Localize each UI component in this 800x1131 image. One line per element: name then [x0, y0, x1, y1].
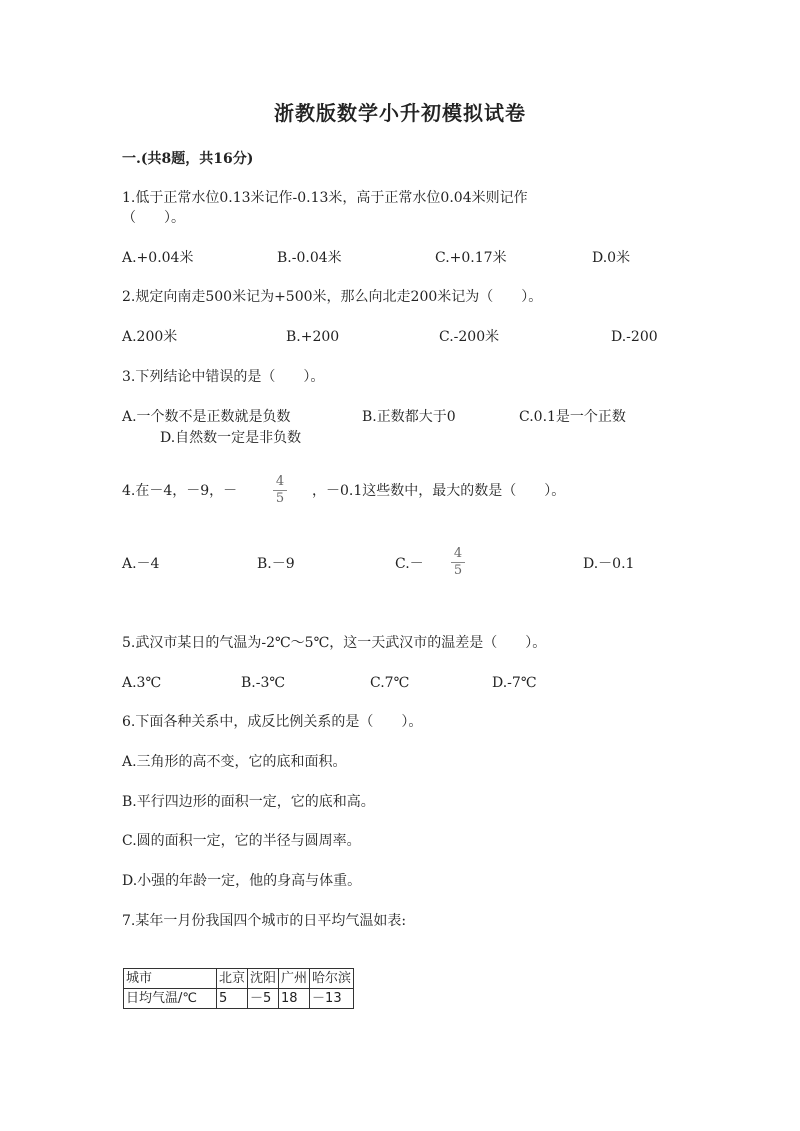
fraction-denominator: 5 — [275, 491, 285, 506]
question-4-stem-part2: ，－0.1这些数中，最大的数是（ ）。 — [312, 483, 566, 499]
table-cell: 城市 — [124, 969, 217, 989]
question-1-option-d[interactable]: D.0米 — [592, 250, 631, 266]
question-2-option-c[interactable]: C.-200米 — [439, 329, 500, 345]
exam-title: 浙教版数学小升初模拟试卷 — [274, 101, 526, 125]
question-1-option-b[interactable]: B.-0.04米 — [277, 250, 342, 266]
question-3-stem: 3.下列结论中错误的是（ ）。 — [122, 369, 325, 385]
question-4-option-b[interactable]: B.－9 — [257, 556, 295, 572]
table-cell: －13 — [310, 989, 354, 1009]
table-cell: 北京 — [217, 969, 248, 989]
question-2-stem: 2.规定向南走500米记为+500米，那么向北走200米记为（ ）。 — [122, 289, 543, 305]
question-4-option-c[interactable]: C.－ — [395, 556, 424, 572]
question-4-option-a[interactable]: A.－4 — [122, 556, 160, 572]
question-4-option-d[interactable]: D.－0.1 — [583, 556, 635, 572]
table-cell: 哈尔滨 — [310, 969, 354, 989]
question-6-option-d[interactable]: D.小强的年龄一定，他的身高与体重。 — [122, 873, 362, 889]
question-5-stem: 5.武汉市某日的气温为-2℃～5℃，这一天武汉市的温差是（ ）。 — [122, 635, 547, 651]
table-cell: －5 — [248, 989, 279, 1009]
question-5-option-b[interactable]: B.-3℃ — [241, 675, 286, 691]
question-2-option-d[interactable]: D.-200 — [611, 329, 658, 345]
question-6-option-c[interactable]: C.圆的面积一定，它的半径与圆周率。 — [122, 833, 361, 849]
question-5-option-a[interactable]: A.3℃ — [122, 675, 162, 691]
fraction-denominator: 5 — [453, 563, 463, 578]
question-7-stem: 7.某年一月份我国四个城市的日平均气温如表: — [122, 913, 407, 929]
table-row — [124, 989, 354, 1009]
question-4-fraction — [273, 475, 287, 506]
table-cell: 广州 — [279, 969, 310, 989]
question-1-option-c[interactable]: C.+0.17米 — [435, 250, 507, 266]
section-heading: 一.(共8题，共16分) — [122, 151, 254, 167]
question-2-option-a[interactable]: A.200米 — [122, 329, 178, 345]
question-3-option-c[interactable]: C.0.1是一个正数 — [519, 409, 626, 425]
question-1-blank: （ ）。 — [122, 210, 185, 226]
question-3-option-d[interactable]: D.自然数一定是非负数 — [160, 430, 302, 446]
question-1-stem: 1.低于正常水位0.13米记作-0.13米，高于正常水位0.04米则记作 — [122, 190, 528, 206]
question-2-option-b[interactable]: B.+200 — [286, 329, 340, 345]
question-6-option-a[interactable]: A.三角形的高不变，它的底和面积。 — [122, 754, 347, 770]
table-header-row — [124, 969, 354, 989]
fraction-numerator: 4 — [275, 474, 285, 489]
question-5-option-d[interactable]: D.-7℃ — [492, 675, 537, 691]
question-1-option-a[interactable]: A.+0.04米 — [122, 250, 194, 266]
question-6-stem: 6.下面各种关系中，成反比例关系的是（ ）。 — [122, 714, 423, 730]
table-cell: 日均气温/℃ — [124, 989, 217, 1009]
temperature-table — [123, 968, 354, 1009]
question-3-option-a[interactable]: A.一个数不是正数就是负数 — [122, 409, 291, 425]
table-cell: 沈阳 — [248, 969, 279, 989]
question-4-option-c-fraction — [451, 547, 465, 578]
question-6-option-b[interactable]: B.平行四边形的面积一定，它的底和高。 — [122, 794, 375, 810]
fraction-numerator: 4 — [453, 546, 463, 561]
question-4-stem-part1: 4.在－4，－9，－ — [122, 483, 238, 499]
table-cell: 18 — [279, 989, 310, 1009]
table-cell: 5 — [217, 989, 248, 1009]
question-5-option-c[interactable]: C.7℃ — [370, 675, 410, 691]
question-3-option-b[interactable]: B.正数都大于0 — [362, 409, 456, 425]
